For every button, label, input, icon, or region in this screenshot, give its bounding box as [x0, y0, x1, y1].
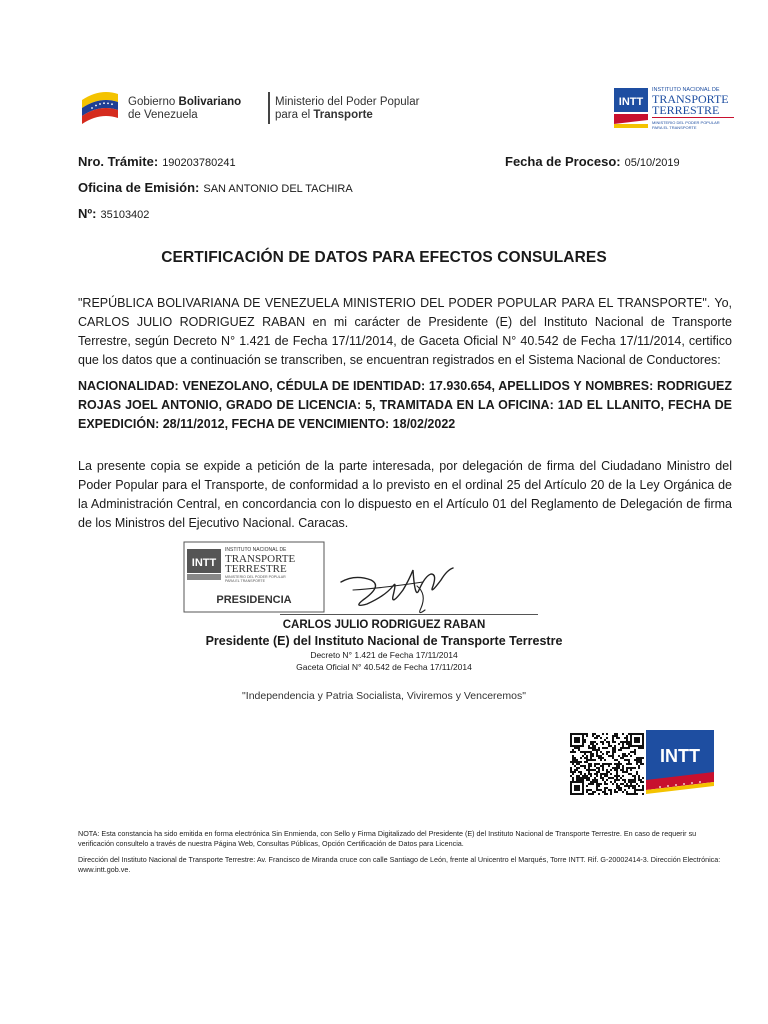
stamp-line5: PARA EL TRANSPORTE [225, 579, 266, 583]
tramite-field: Nro. Trámite: 190203780241 [78, 154, 236, 169]
fecha-proceso-field: Fecha de Proceso: 05/10/2019 [505, 154, 680, 169]
intt-logo-line5: PARA EL TRANSPORTE [652, 125, 697, 130]
intt-logo-line4: MINISTERIO DEL PODER POPULAR [652, 120, 720, 125]
signer-decree: Decreto N° 1.421 de Fecha 17/11/2014 [310, 650, 458, 660]
stamp-line3: TERRESTRE [225, 563, 287, 575]
handwritten-signature [333, 560, 463, 620]
header-divider [268, 92, 270, 124]
stamp-line4: MINISTERIO DEL PODER POPULAR [225, 575, 286, 579]
certification-paragraph: "REPÚBLICA BOLIVARIANA DE VENEZUELA MINISTERIO DEL PODER POPULAR PARA EL TRANSPORTE". Yo, CARLOS JULIO RODRIGUEZ RABAN en mi carácter de Presidente (E) del Instituto Nacional de Transporte Terrestre, según Decreto N° 1.421 de Fecha 17/11/2014, de Gaceta Oficial N° 40.542 de Fecha 17/11/2014, certifico que los datos que a continuación se transcriben, se encuentran registrados en el Sistema Nacional de Conductores: [78, 296, 732, 367]
intt-logo-line1: INSTITUTO NACIONAL DE [652, 87, 720, 93]
intt-square-label: INTT [660, 746, 700, 766]
signer-gazette: Gaceta Oficial N° 40.542 de Fecha 17/11/2014 [296, 662, 472, 672]
driver-data-paragraph: NACIONALIDAD: VENEZOLANO, CÉDULA DE IDENTIDAD: 17.930.654, APELLIDOS Y NOMBRES: RODRIGUEZ ROJAS JOEL ANTONIO, GRADO DE LICENCIA: 5, TRAMITADA EN LA OFICINA: 1AD EL LLANITO, FECHA DE EXPEDICIÓN: 28/11/2012, FECHA DE VENCIMIENTO: 18/02/2022 [78, 379, 732, 431]
stamp-line2: TRANSPORTE [225, 553, 296, 565]
stamp-abbr: INTT [191, 557, 217, 569]
presidencia-stamp [183, 541, 325, 613]
ministerio-label: Ministerio del Poder Popular para el Transporte [275, 96, 420, 121]
footer-address: Dirección del Instituto Nacional de Transporte Terrestre: Av. Francisco de Miranda cruce con calle Santiago de León, frente al Unicentro el Marqués, Torre INTT. Rif. G-20002414-3. Dirección Electrónica: www.intt.gob.ve. [78, 855, 721, 874]
intt-logo-abbr: INTT [618, 96, 644, 108]
qr-code [570, 733, 644, 795]
footer-note: NOTA: Esta constancia ha sido emitida en forma electrónica Sin Enmienda, con Sello y Firma Digitalizado del Presidente (E) del Instituto Nacional de Transporte Terrestre. En caso de requerir su verificación consultelo a través de nuestra Página Web, Consultas Públicas, Opción Certificación de Datos para Licencia. [78, 829, 697, 848]
signer-name: CARLOS JULIO RODRIGUEZ RABAN [282, 619, 486, 631]
motto: "Independencia y Patria Socialista, Viviremos y Venceremos" [242, 690, 526, 702]
stamp-label: PRESIDENCIA [216, 594, 292, 606]
signer-title: Presidente (E) del Instituto Nacional de Transporte Terrestre [205, 634, 563, 648]
numero-field: Nº: 35103402 [78, 206, 150, 221]
intt-logo-line3: TERRESTRE [652, 103, 720, 117]
intt-logo-line2: TRANSPORTE [652, 92, 729, 106]
oficina-emision-field: Oficina de Emisión: SAN ANTONIO DEL TACHIRA [78, 180, 353, 195]
delegation-paragraph: La presente copia se expide a petición de la parte interesada, por delegación de firma del Ciudadano Ministro del Poder Popular para el Transporte, de conformidad a lo previsto en el ordinal 25 del Artículo 20 de la Ley Orgánica de la Administración Central, en concordancia con lo dispuesto en el Artículo 01 del Reglamento de Delegación de firma de los Ministros del Ejecutivo Nacional. Caracas. [78, 459, 732, 530]
signature-line [280, 614, 538, 615]
stamp-line1: INSTITUTO NACIONAL DE [225, 547, 287, 553]
gobierno-bolivariano-label: Gobierno Bolivariano de Venezuela [128, 96, 242, 121]
venezuela-flag-logo [80, 86, 120, 128]
document-title: CERTIFICACIÓN DE DATOS PARA EFECTOS CONSULARES [161, 249, 607, 266]
intt-square-logo [646, 730, 714, 796]
intt-logo [614, 84, 736, 132]
